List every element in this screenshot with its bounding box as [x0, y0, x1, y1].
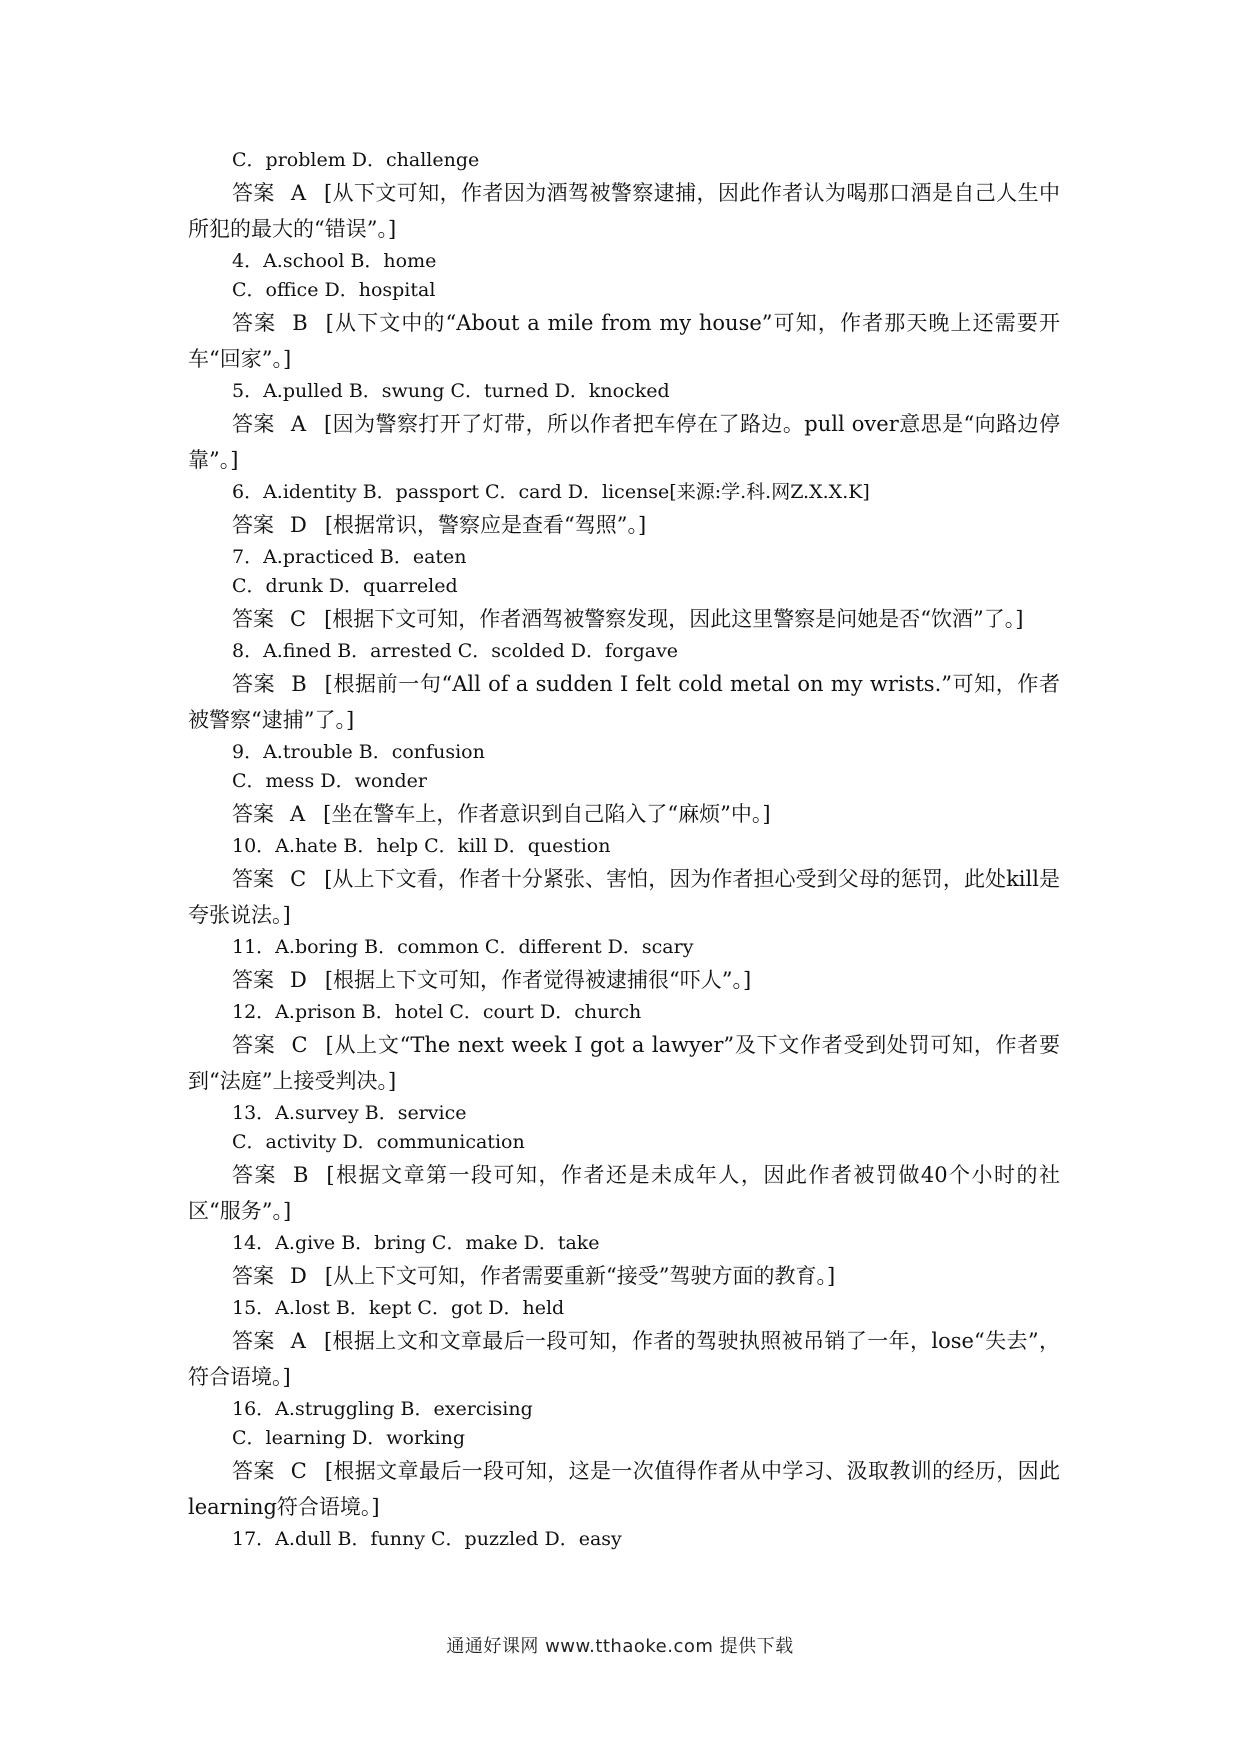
answer-letter: A	[290, 1329, 306, 1353]
answer-letter: D	[290, 1264, 307, 1288]
answer-letter: A	[290, 802, 306, 826]
answer-letter: C	[290, 607, 307, 631]
explanation-text: [因为警察打开了灯带，所以作者把车停在了路边。pull over意思是“向路边停靠”。]	[188, 412, 1060, 472]
answer-label: 答案	[232, 1163, 277, 1187]
answer-explanation	[188, 1157, 1060, 1229]
option-line: C．drunk D．quarreled	[232, 575, 458, 597]
explanation-text: [根据下文可知，作者酒驾被警察发现，因此这里警察是问她是否“饮酒”了。]	[324, 607, 1024, 631]
option-line: 13．A.survey B．service	[232, 1102, 467, 1124]
answer-label: 答案	[232, 1264, 274, 1288]
answer-letter: D	[290, 513, 307, 537]
explanation-text: [坐在警车上，作者意识到自己陷入了“麻烦”中。]	[323, 802, 771, 826]
option-line: 14．A.give B．bring C．make D．take	[232, 1232, 600, 1254]
option-line: 10．A.hate B．help C．kill D．question	[232, 835, 611, 857]
answer-label: 答案	[232, 181, 275, 205]
option-line: 11．A.boring B．common C．different D．scary	[232, 936, 694, 958]
option-line: 16．A.struggling B．exercising	[232, 1398, 533, 1420]
explanation-text: [根据上下文可知，作者觉得被逮捕很“吓人”。]	[324, 968, 752, 992]
answer-explanation	[188, 305, 1060, 377]
option-line: 5．A.pulled B．swung C．turned D．knocked	[232, 380, 670, 402]
answer-letter: D	[290, 968, 307, 992]
answer-label: 答案	[232, 607, 274, 631]
explanation-text: [根据文章第一段可知，作者还是未成年人，因此作者被罚做40个小时的社区“服务”。]	[188, 1163, 1060, 1223]
answer-label: 答案	[232, 802, 274, 826]
answer-letter: A	[290, 181, 306, 205]
option-line: 12．A.prison B．hotel C．court D．church	[232, 1001, 642, 1023]
answer-label: 答案	[232, 672, 276, 696]
option-line: 17．A.dull B．funny C．puzzled D．easy	[232, 1528, 622, 1550]
option-line: C．office D．hospital	[232, 279, 436, 301]
answer-letter: B	[292, 1163, 309, 1187]
answer-explanation	[188, 666, 1060, 738]
answer-label: 答案	[232, 1459, 275, 1483]
explanation-text: [根据文章最后一段可知，这是一次值得作者从中学习、汲取教训的经历，因此learning符合语境。]	[188, 1459, 1060, 1519]
answer-letter: B	[292, 311, 308, 335]
explanation-text: [从上文“The next week I got a lawyer”及下文作者受到处罚可知，作者要到“法庭”上接受判决。]	[188, 1033, 1060, 1093]
document-body	[188, 146, 1060, 1554]
answer-letter: C	[291, 1033, 308, 1057]
answer-letter: B	[291, 672, 307, 696]
option-line: 9．A.trouble B．confusion	[232, 741, 485, 763]
explanation-text: [根据上文和文章最后一段可知，作者的驾驶执照被吊销了一年，lose“失去”，符合语境。]	[188, 1329, 1060, 1389]
page-footer: 通通好课网 www.tthaoke.com 提供下载	[446, 1636, 794, 1657]
answer-label: 答案	[232, 513, 274, 537]
answer-explanation	[188, 1453, 1060, 1525]
answer-letter: A	[290, 412, 307, 436]
answer-explanation	[188, 507, 1060, 543]
answer-letter: C	[290, 867, 307, 891]
explanation-text: [根据前一句“All of a sudden I felt cold metal on my wrists.”可知，作者被警察“逮捕”了。]	[188, 672, 1061, 732]
explanation-text: [从上下文看，作者十分紧张、害怕，因为作者担心受到父母的惩罚，此处kill是夸张说法。]	[188, 867, 1060, 927]
answer-explanation	[188, 1258, 1060, 1294]
answer-explanation	[188, 796, 1060, 832]
option-line: C．problem D．challenge	[232, 149, 480, 171]
answer-explanation	[188, 406, 1060, 478]
option-line: 4．A.school B．home	[232, 250, 437, 272]
explanation-text: [从下文中的“About a mile from my house”可知，作者那天晚上还需要开车“回家”。]	[188, 311, 1061, 371]
answer-explanation	[188, 175, 1060, 247]
answer-label: 答案	[232, 1329, 275, 1353]
answer-label: 答案	[232, 867, 275, 891]
answer-explanation	[188, 1323, 1060, 1395]
answer-explanation	[188, 962, 1060, 998]
answer-explanation	[188, 601, 1060, 637]
option-line: C．learning D．working	[232, 1427, 466, 1449]
answer-label: 答案	[232, 1033, 276, 1057]
option-line: C．mess D．wonder	[232, 770, 428, 792]
option-line: 7．A.practiced B．eaten	[232, 546, 467, 568]
explanation-text: [从下文可知，作者因为酒驾被警察逮捕，因此作者认为喝那口酒是自己人生中所犯的最大的“错误”。]	[188, 181, 1060, 241]
explanation-text: [从上下文可知，作者需要重新“接受”驾驶方面的教育。]	[324, 1264, 836, 1288]
option-line: C．activity D．communication	[232, 1131, 525, 1153]
explanation-text: [根据常识，警察应是查看“驾照”。]	[324, 513, 647, 537]
answer-label: 答案	[232, 412, 275, 436]
option-line: 8．A.fined B．arrested C．scolded D．forgave	[232, 640, 679, 662]
answer-explanation	[188, 1027, 1060, 1099]
answer-letter: C	[290, 1459, 307, 1483]
answer-label: 答案	[232, 968, 274, 992]
answer-label: 答案	[232, 311, 277, 335]
option-line: 15．A.lost B．kept C．got D．held	[232, 1297, 565, 1319]
answer-explanation	[188, 861, 1060, 933]
option-line: 6．A.identity B．passport C．card D．license[来源:学.科.网Z.X.X.K]	[232, 481, 870, 503]
